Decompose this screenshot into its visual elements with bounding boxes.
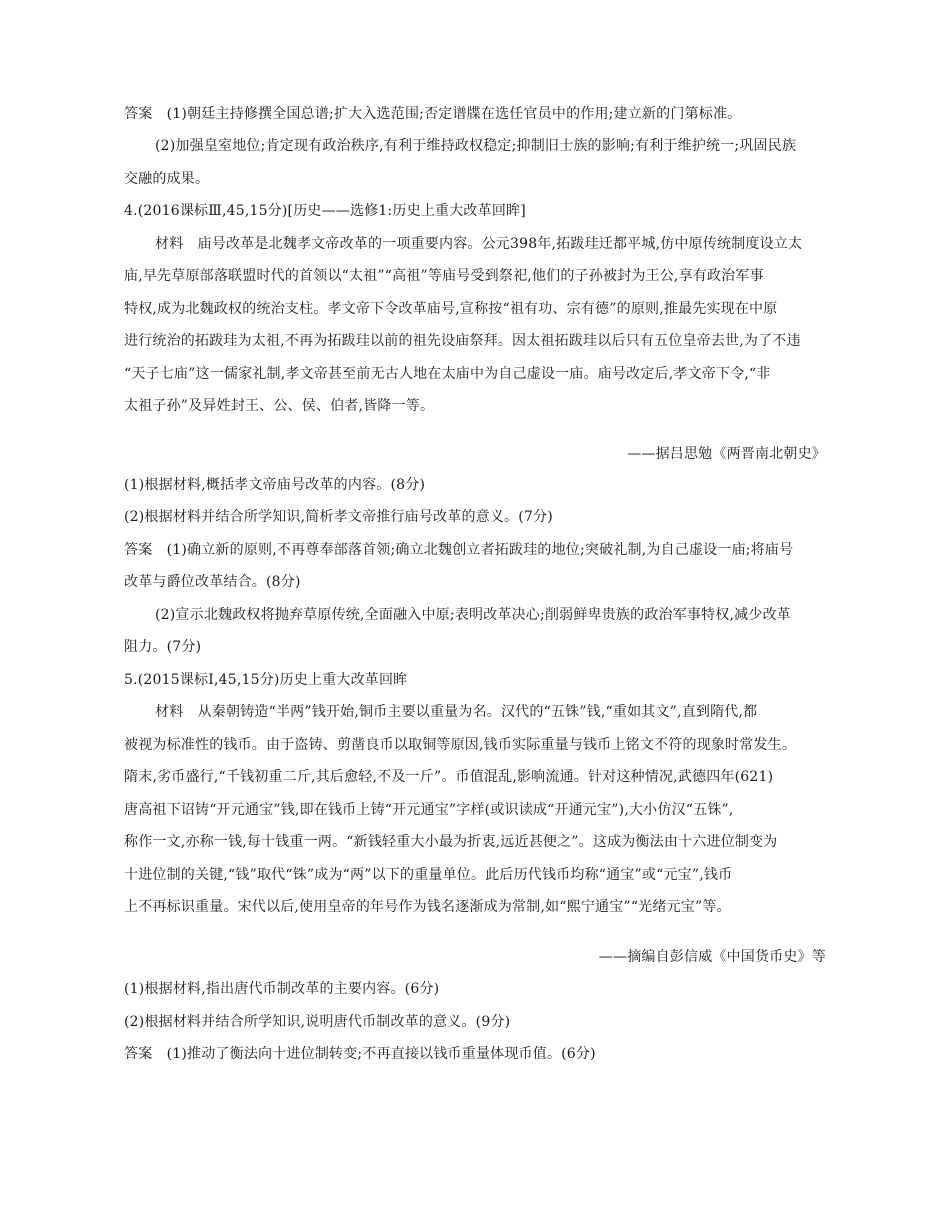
- material-line: 太祖子孙”及异姓封王、公、侯、伯者,皆降一等。: [124, 398, 435, 414]
- question-heading: 4.(2016课标Ⅲ,45,15分)[历史——选修1:历史上重大改革回眸]: [124, 203, 526, 219]
- sub-question: (1)根据材料,概括孝文帝庙号改革的内容。(8分): [124, 477, 426, 493]
- material-line: 唐高祖下诏铸“开元通宝”钱,即在钱币上铸“开元通宝”字样(或识读成“开通元宝”),大小仿汉“五铢”,: [124, 802, 734, 818]
- sub-question: (1)根据材料,指出唐代币制改革的主要内容。(6分): [124, 981, 440, 997]
- material-line: 材料 庙号改革是北魏孝文帝改革的一项重要内容。公元398年,拓跋珪迁都平城,仿中原传统制度设立太: [155, 236, 803, 252]
- material-line: 被视为标准性的钱币。由于盗铸、剪凿良币以取铜等原因,钱币实际重量与钱币上铭文不符的现象时常发生。: [124, 737, 797, 753]
- sub-question: (2)根据材料并结合所学知识,简析孝文帝推行庙号改革的意义。(7分): [124, 509, 553, 525]
- material-line: 进行统治的拓跋珪为太祖,不再为拓跋珪以前的祖先设庙祭拜。因太祖拓跋珪以后只有五位皇帝去世,为了不违: [124, 333, 801, 349]
- answer-line: (2)加强皇室地位;肯定现有政治秩序,有利于维持政权稳定;抑制旧士族的影响;有利于维护统一;巩固民族: [155, 138, 797, 154]
- material-line: 十进位制的关键,“钱”取代“铢”成为“两”以下的重量单位。此后历代钱币均称“通宝”或“元宝”,钱币: [124, 867, 733, 883]
- answer-line: 答案 (1)推动了衡法向十进位制转变;不再直接以钱币重量体现币值。(6分): [124, 1046, 596, 1062]
- material-line: 隋末,劣币盛行,“千钱初重二斤,其后愈轻,不及一斤”。币值混乱,影响流通。针对这种情况,武德四年(621): [124, 769, 774, 785]
- sub-question: (2)根据材料并结合所学知识,说明唐代币制改革的意义。(9分): [124, 1014, 511, 1030]
- answer-line: (2)宣示北魏政权将抛弃草原传统,全面融入中原;表明改革决心;削弱鲜卑贵族的政治军事特权,减少改革: [155, 607, 791, 623]
- material-line: 上不再标识重量。宋代以后,使用皇帝的年号作为钱名逐渐成为常制,如“熙宁通宝”“光绪元宝”等。: [124, 899, 731, 915]
- material-line: 称作一文,亦称一钱,每十钱重一两。“新钱轻重大小最为折衷,远近甚便之”。这成为衡法由十六进位制变为: [124, 834, 778, 850]
- source-citation: ——据吕思勉《两晋南北朝史》: [627, 446, 826, 462]
- material-line: “天子七庙”这一儒家礼制,孝文帝甚至前无古人地在太庙中为自己虚设一庙。庙号改定后,孝文帝下令,“非: [124, 366, 771, 382]
- answer-line: 改革与爵位改革结合。(8分): [124, 574, 301, 590]
- answer-line: 答案 (1)朝廷主持修撰全国总谱;扩大入选范围;否定谱牒在选任官员中的作用;建立新的门第标准。: [124, 106, 742, 122]
- material-line: 特权,成为北魏政权的统治支柱。孝文帝下令改革庙号,宣称按“祖有功、宗有德”的原则,推最先实现在中原: [124, 301, 778, 317]
- source-citation: ——摘编自彭信威《中国货币史》等: [598, 949, 826, 965]
- material-line: 庙,早先草原部落联盟时代的首领以“太祖”“高祖”等庙号受到祭祀,他们的子孙被封为王公,享有政治军事: [124, 268, 764, 284]
- answer-line: 答案 (1)确立新的原则,不再尊奉部落首领;确立北魏创立者拓跋珪的地位;突破礼制,为自己虚设一庙;将庙号: [124, 542, 794, 558]
- answer-line: 阻力。(7分): [124, 639, 202, 655]
- material-line: 材料 从秦朝铸造“半两”钱开始,铜币主要以重量为名。汉代的“五铢”钱,“重如其文”,直到隋代,都: [155, 704, 758, 720]
- answer-line: 交融的成果。: [124, 171, 210, 187]
- question-heading: 5.(2015课标Ⅰ,45,15分)历史上重大改革回眸: [124, 672, 408, 688]
